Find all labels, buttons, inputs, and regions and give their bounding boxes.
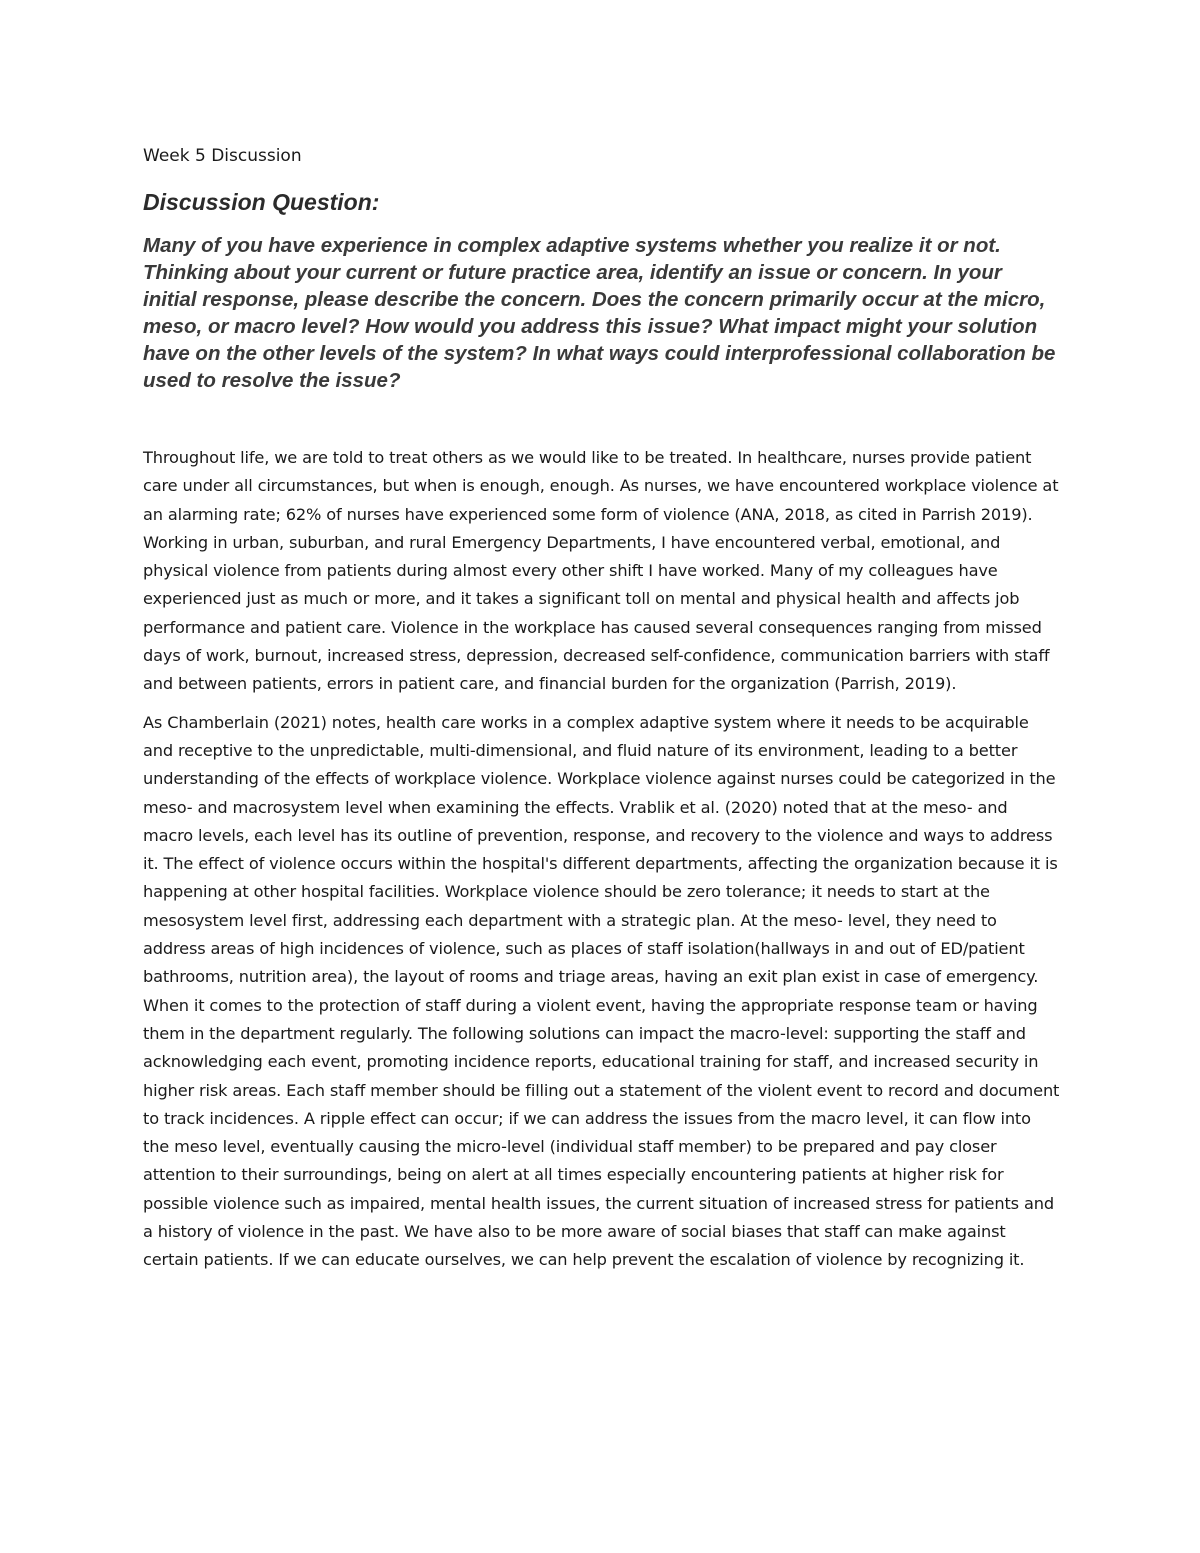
response-paragraph-1: Throughout life, we are told to treat others as we would like to be treated. In healthcare, nurses provide patient care under all circumstances, but when is enough, enough. As nurses, we have encountered workplace violence at an alarming rate; 62% of nurses have experienced some form of violence (ANA, 2018, as cited in Parrish 2019). Working in urban, suburban, and rural Emergency Departments, I have encountered verbal, emotional, and physical violence from patients during almost every other shift I have worked. Many of my colleagues have experienced just as much or more, and it takes a significant toll on mental and physical health and affects job performance and patient care. Violence in the workplace has caused several consequences ranging from missed days of work, burnout, increased stress, depression, decreased self-confidence, communication barriers with staff and between patients, errors in patient care, and financial burden for the organization (Parrish, 2019). [143,448,1059,694]
document-content [143,144,1061,1285]
response-paragraph-2: As Chamberlain (2021) notes, health care works in a complex adaptive system where it needs to be acquirable and receptive to the unpredictable, multi-dimensional, and fluid nature of its environment, leading to a better understanding of the effects of workplace violence. Workplace violence against nurses could be categorized in the meso- and macrosystem level when examining the effects. Vrablik et al. (2020) noted that at the meso- and macro levels, each level has its outline of prevention, response, and recovery to the violence and ways to address it. The effect of violence occurs within the hospital's different departments, affecting the organization because it is happening at other hospital facilities. Workplace violence should be zero tolerance; it needs to start at the mesosystem level first, addressing each department with a strategic plan. At the meso- level, they need to address areas of high incidences of violence, such as places of staff isolation(hallways in and out of ED/patient bathrooms, nutrition area), the layout of rooms and triage areas, having an exit plan exist in case of emergency. When it comes to the protection of staff during a violent event, having the appropriate response team or having them in the department regularly. The following solutions can impact the macro-level: supporting the staff and acknowledging each event, promoting incidence reports, educational training for staff, and increased security in higher risk areas. Each staff member should be filling out a statement of the violent event to record and document to track incidences. A ripple effect can occur; if we can address the issues from the macro level, it can flow into the meso level, eventually causing the micro-level (individual staff member) to be prepared and pay closer attention to their surroundings, being on alert at all times especially encountering patients at higher risk for possible violence such as impaired, mental health issues, the current situation of increased stress for patients and a history of violence in the past. We have also to be more aware of social biases that staff can make against certain patients. If we can educate ourselves, we can help prevent the escalation of violence by recognizing it. [143,712,1060,1270]
discussion-question-text: Many of you have experience in complex adaptive systems whether you realize it or not. Thinking about your current or future practice area, identify an issue or concern. In your initial response, please describe the concern. Does the concern primarily occur at the micro, meso, or macro level? How would you address this issue? What impact might your solution have on the other levels of the system? In what ways could interprofessional collaboration be used to resolve the issue? [143,234,1056,392]
document-title: Week 5 Discussion [143,146,302,166]
discussion-question-heading: Discussion Question: [143,189,380,215]
